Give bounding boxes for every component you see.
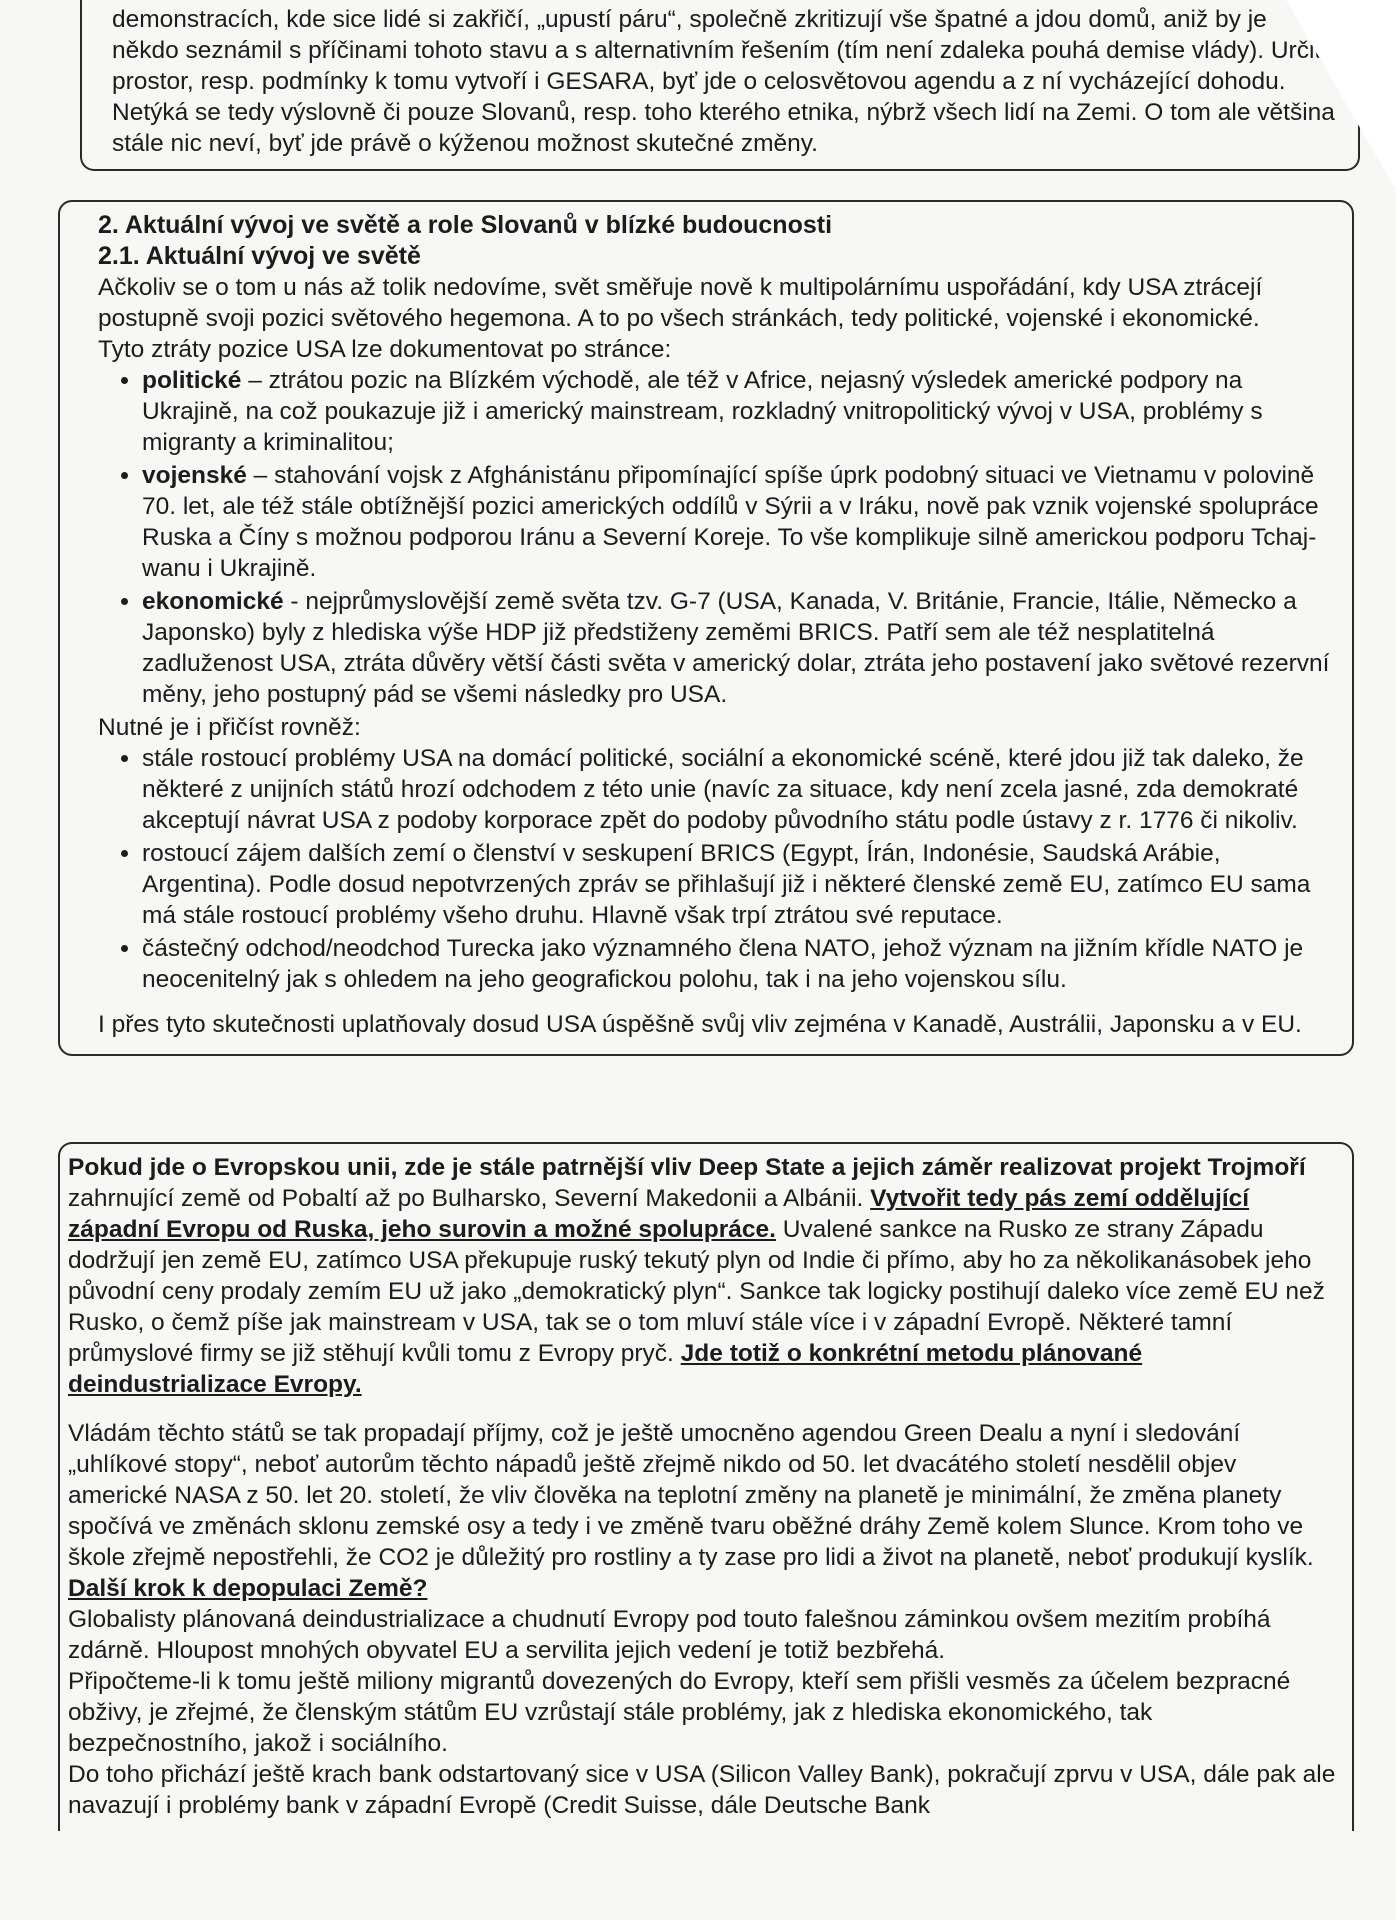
section-2-box (58, 200, 1354, 1056)
list-item: • stále rostoucí problémy USA na domácí politické, sociální a ekonomické scéně, které jdou již tak daleko, že některé z unijních států hrozí odchodem z této unie (navíc za situace, kdy není zcela jasné, zda demokraté akceptují návrat USA z podoby korporace zpět do podoby původního státu podle ústavy z r. 1776 či nikoliv. (142, 743, 1338, 836)
spacer (98, 997, 1338, 1009)
list-item-text: - nejprůmyslovější země světa tzv. G-7 (USA, Kanada, V. Británie, Francie, Itálie, Německo a Japonsko) byly z hlediska výše HDP již předstiženy zeměmi BRICS. Patří sem ale též nesplatitelná zadluženost USA, ztráta důvěry větší části světa v americký dolar, ztráta jeho postavení jako světové rezervní měny, jeho postupný pád se všemi následky pro USA. (142, 588, 1330, 708)
eu-emphasis-3: Další krok k depopulaci Země? (68, 1575, 428, 1602)
section-2-paragraph-2: Tyto ztráty pozice USA lze dokumentovat po stránce: (98, 336, 672, 363)
list-item: • rostoucí zájem dalších zemí o členství v seskupení BRICS (Egypt, Írán, Indonésie, Saudská Arábie, Argentina). Podle dosud nepotvrzených zpráv se přihlašují již i některé členské země EU, zatímco EU sama má stále rostoucí problémy všeho druhu. Hlavně však trpí ztrátou své reputace. (142, 838, 1338, 931)
list-item-military (142, 460, 1338, 584)
section-eu-box (58, 1142, 1354, 1831)
folded-corner (1286, 0, 1396, 190)
eu-paragraph-1 (68, 1152, 1338, 1400)
eu-text: Uvalené sankce na Rusko ze strany Západu dodržují jen země EU, zatímco USA překupuje ruský tekutý plyn od Indie či přímo, aby ho za několikanásobek jeho původní ceny prodaly zemím EU už jako „demokratický plyn“. Sankce tak logicky postihují daleko více země EU než Rusko, o čemž píše jak mainstream v USA, tak se o tom mluví stále více i v západní Evropě. Některé tamní průmyslové firmy se již stěhují kvůli tomu z Evropy pryč. (68, 1216, 1325, 1367)
eu-paragraph-5: Do toho přichází ještě krach bank odstartovaný sice v USA (Silicon Valley Bank), pokračují zprvu v USA, dále pak ale navazují i problémy bank v západní Evropě (Credit Suisse, dále Deutsche Bank (68, 1761, 1336, 1819)
eu-paragraph-2 (68, 1418, 1338, 1604)
intro-paragraph: demonstracích, kde sice lidé si zakřičí, „upustí páru“, společně zkritizují vše špatné a jdou domů, aniž by je někdo seznámil s příčinami tohoto stavu a s alternativním řešením (tím není zdaleka pouhá demise vlády). Určitý prostor, resp. podmínky k tomu vytvoří i GESARA, byť jde o celosvětovou agendu a z ní vycházející dohodu. Netýká se tedy výslovně či pouze Slovanů, resp. toho kterého etnika, nýbrž všech lidí na Zemi. O tom ale většina stále nic neví, byť jde právě o kýženou možnost skutečné změny. (112, 6, 1335, 157)
list-item-text: – stahování vojsk z Afghánistánu připomínající spíše úprk podobný situaci ve Vietnamu v polovině 70. let, ale též stále obtížnější pozici amerických oddílů v Sýrii a v Iráku, nově pak vznik vojenské spolupráce Ruska a Číny s možnou podporou Iránu a Severní Koreje. To vše komplikuje silně americkou podporu Tchaj-wanu i Ukrajině. (142, 462, 1319, 582)
eu-paragraph-3: Globalisty plánovaná deindustrializace a chudnutí Evropy pod touto falešnou záminkou ovšem mezitím probíhá zdárně. Hloupost mnohých obyvatel EU a servilita jejich vedení je totiž bezbřehá. (68, 1606, 1271, 1664)
list-item: • částečný odchod/neodchod Turecka jako významného člena NATO, jehož význam na jižním křídle NATO je neocenitelný jak s ohledem na jeho geografickou polohu, tak i na jeho vojenskou sílu. (142, 933, 1338, 995)
section-2-paragraph-3: Nutné je i přičíst rovněž: (98, 714, 361, 741)
list-item-lead: ekonomické (142, 588, 284, 615)
eu-emphasis-1: Vytvořit tedy pás zemí oddělující západní Evropu od Ruska, jeho surovin a možné spolupráce. (68, 1185, 1250, 1243)
list-item-lead: vojenské (142, 462, 247, 489)
list-item-economic (142, 586, 1338, 710)
eu-text: Vládám těchto států se tak propadají příjmy, což je ještě umocněno agendou Green Dealu a nyní i sledování „uhlíkové stopy“, neboť autorům těchto nápadů ještě zřejmě nikdo od 50. let dvacátého století nesdělil objev americké NASA z 50. let 20. století, že vliv člověka na teplotní změny na planetě je minimální, že změna planety spočívá ve změnách sklonu zemské osy a tedy i ve změně tvaru oběžné dráhy Země kolem Slunce. Krom toho ve škole zřejmě nepostřehli, že CO2 je důležitý pro rostliny a ty zase pro lidi a život na planetě, neboť produkují kyslík. (68, 1420, 1314, 1571)
list-item-political (142, 365, 1338, 458)
eu-lead-bold: Pokud jde o Evropskou unii, zde je stále patrnější vliv Deep State a jejich záměr realizovat projekt Trojmoří (68, 1154, 1306, 1181)
eu-paragraph-4: Připočteme-li k tomu ještě miliony migrantů dovezených do Evropy, kteří sem přišli vesměs za účelem bezpracné obživy, je zřejmé, že členským státům EU vzrůstají stále problémy, jak z hlediska ekonomického, tak bezpečnostního, jakož i sociálního. (68, 1668, 1291, 1757)
additional-factors-list (98, 743, 1338, 995)
list-item-lead: politické (142, 367, 242, 394)
spacer (68, 1400, 1338, 1418)
intro-box (80, 0, 1360, 171)
loss-areas-list (98, 365, 1338, 710)
section-2-1-heading: 2.1. Aktuální vývoj ve světě (98, 242, 421, 270)
eu-text: zahrnující země od Pobaltí až po Bulharsko, Severní Makedonii a Albánii. (68, 1185, 871, 1212)
section-2-paragraph-4: I přes tyto skutečnosti uplatňovaly dosud USA úspěšně svůj vliv zejména v Kanadě, Austrálii, Japonsku a v EU. (98, 1011, 1302, 1038)
eu-emphasis-2: Jde totiž o konkrétní metodu plánované deindustrializace Evropy. (68, 1340, 1143, 1398)
list-item-text: – ztrátou pozic na Blízkém východě, ale též v Africe, nejasný výsledek americké podpory na Ukrajině, na což poukazuje již i americký mainstream, rozkladný vnitropolitický vývoj v USA, problémy s migranty a kriminalitou; (142, 367, 1263, 456)
section-2-paragraph-1: Ačkoliv se o tom u nás až tolik nedovíme, svět směřuje nově k multipolárnímu uspořádání, kdy USA ztrácejí postupně svoji pozici světového hegemona. A to po všech stránkách, tedy politické, vojenské i ekonomické. (98, 274, 1263, 332)
section-2-heading: 2. Aktuální vývoj ve světě a role Slovanů v blízké budoucnosti (98, 211, 833, 239)
